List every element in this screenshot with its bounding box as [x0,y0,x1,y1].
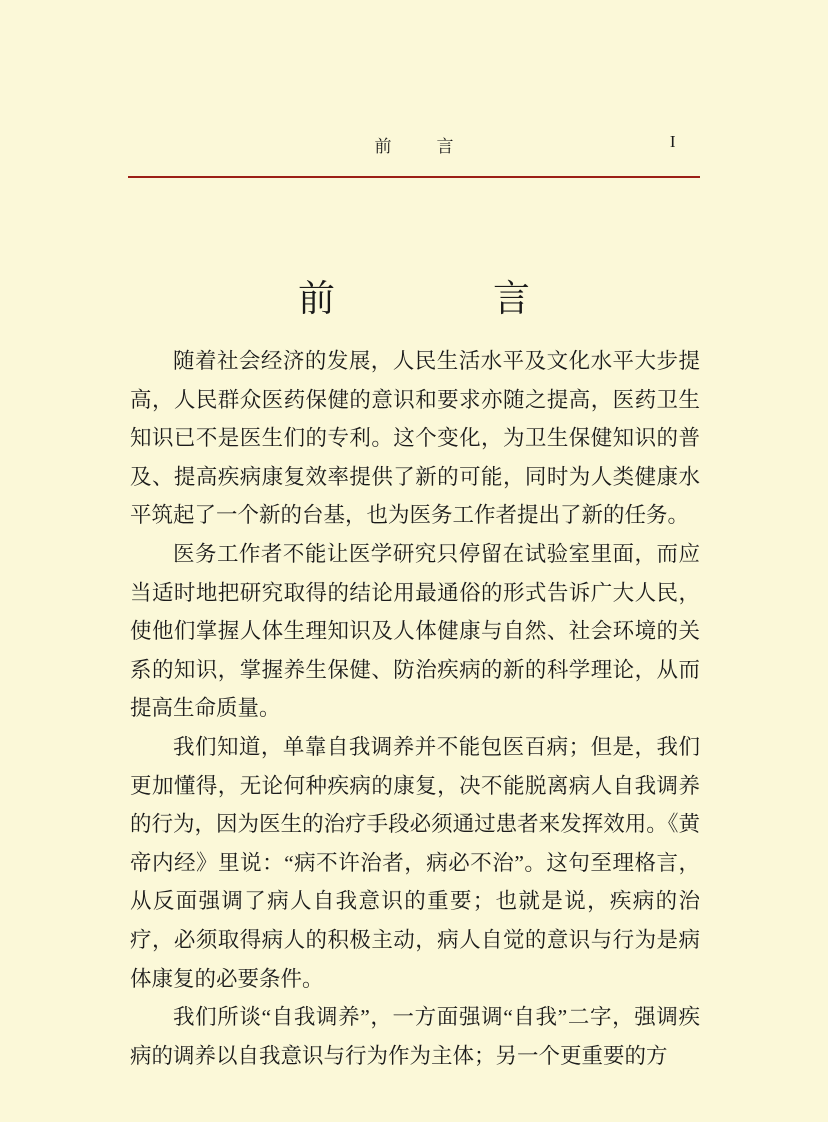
paragraph: 我们所谈“自我调养”，一方面强调“自我”二字，强调疾病的调养以自我意识与行为作为主体；另一个更重要的方 [130,1005,700,1068]
running-head [128,132,700,157]
page-number: I [669,132,676,151]
paragraph: 医务工作者不能让医学研究只停留在试验室里面，而应当适时地把研究取得的结论用最通俗的形式告诉广大人民，使他们掌握人体生理知识及人体健康与自然、社会环境的关系的知识，掌握养生保健、防治疾病的新的科学理论，从而提高生命质量。 [130,541,700,721]
header-rule [128,176,700,178]
paragraph: 随着社会经济的发展，人民生活水平及文化水平大步提高，人民群众医药保健的意识和要求亦随之提高，医药卫生知识已不是医生们的专利。这个变化，为卫生保健知识的普及、提高疾病康复效率提供了新的可能，同时为人类健康水平筑起了一个新的台基，也为医务工作者提出了新的任务。 [130,349,700,528]
running-head-title: 前 言 [374,137,468,156]
paragraph: 我们知道，单靠自我调养并不能包医百病；但是，我们更加懂得，无论何种疾病的康复，决不能脱离病人自我调养的行为，因为医生的治疗手段必须通过患者来发挥效用。《黄帝内经》里说：“病不许治者，病必不治”。这句至理格言，从反面强调了病人自我意识的重要；也就是说，疾病的治疗，必须取得病人的积极主动，病人自觉的意识与行为是病体康复的必要条件。 [130,734,700,991]
page-title: 前 言 [298,279,558,320]
body-text [130,342,700,1075]
